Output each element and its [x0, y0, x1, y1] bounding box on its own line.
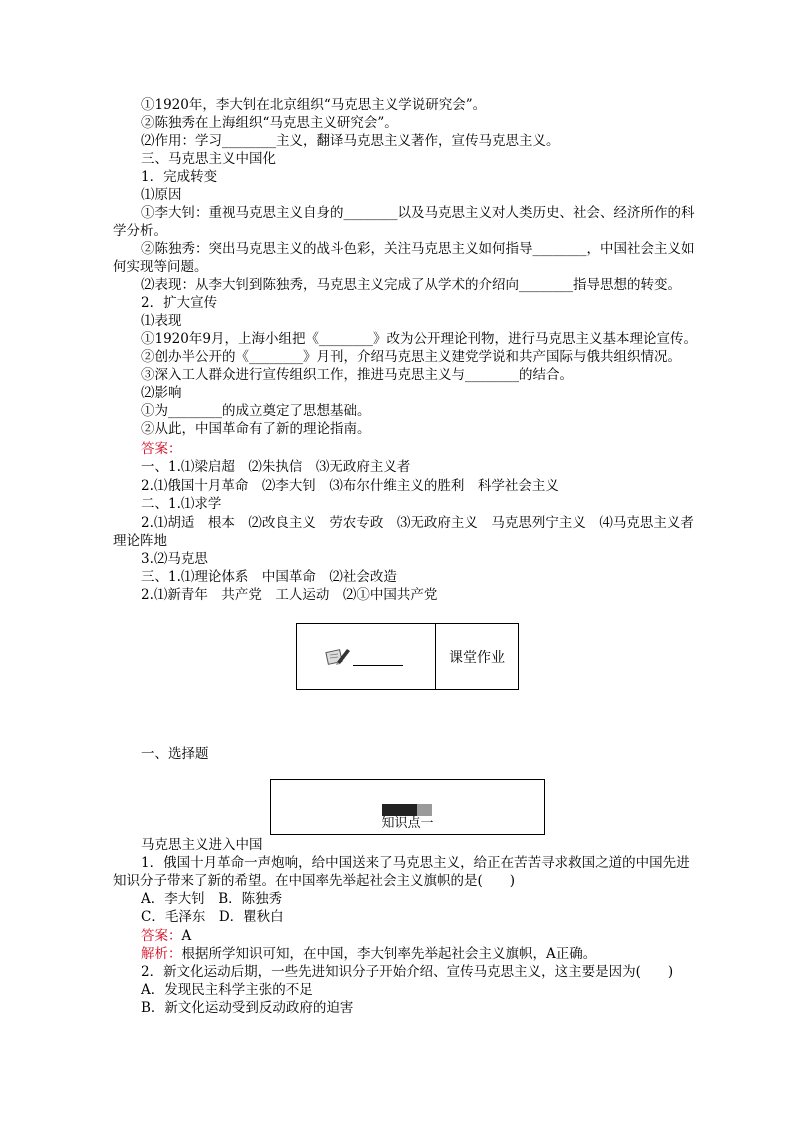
- text-paragraph: ②陈独秀：突出马克思主义的战斗色彩，关注马克思主义如何指导________，中国社会主义如何实现等问题。: [113, 241, 695, 275]
- section-heading: 三、马克思主义中国化: [141, 151, 276, 167]
- question-options: C．毛泽东 D．瞿秋白: [141, 909, 284, 925]
- homework-banner: [296, 623, 519, 690]
- answer-line: 三、1.⑴理论体系 中国革命 ⑵社会改造: [141, 569, 397, 585]
- answer-line: 一、1.⑴梁启超 ⑵朱执信 ⑶无政府主义者: [141, 459, 411, 475]
- question-option: B．新文化运动受到反动政府的迫害: [141, 1000, 354, 1016]
- text-line: 1．完成转变: [141, 169, 218, 185]
- analysis-line: [141, 945, 596, 963]
- question-option: A．发现民主科学主张的不足: [141, 982, 313, 998]
- answer-line: 2.⑴新青年 共产党 工人运动 ⑵①中国共产党: [141, 587, 438, 603]
- topic-title: 马克思主义进入中国: [141, 837, 263, 853]
- answer-value: A: [181, 928, 192, 944]
- text-line: ①1920年，李大钊在北京组织“马克思主义学说研究会”。: [141, 97, 487, 113]
- section-heading: 一、选择题: [141, 746, 209, 762]
- text-line: 2．扩大宣传: [141, 295, 218, 311]
- answer-line: 2.⑴俄国十月革命 ⑵李大钊 ⑶布尔什维主义的胜利 科学社会主义: [141, 478, 559, 494]
- text-line: ②从此，中国革命有了新的理论指南。: [141, 421, 371, 437]
- text-line: ⑵影响: [141, 385, 182, 401]
- banner-bar: [382, 804, 432, 816]
- text-line: ③深入工人群众进行宣传组织工作，推进马克思主义与________的结合。: [141, 367, 573, 383]
- analysis-label: 解析：: [141, 946, 182, 962]
- banner-underline: [353, 665, 403, 666]
- text-line: ①为________的成立奠定了思想基础。: [141, 403, 371, 419]
- answer-label: 答案：: [141, 441, 182, 457]
- text-line: ⑴原因: [141, 187, 182, 203]
- answer-line: 二、1.⑴求学: [141, 496, 222, 512]
- question-options: A．李大钊 B．陈独秀: [141, 891, 283, 907]
- analysis-text: 根据所学知识可知，在中国，李大钊率先举起社会主义旗帜，A正确。: [181, 946, 597, 962]
- knowledge-point-title: 知识点一: [381, 816, 434, 831]
- text-line: ②创办半公开的《________》月刊，介绍马克思主义建党学说和共产国际与俄共组织情况。: [141, 349, 681, 365]
- pencil-paper-icon: [325, 646, 351, 666]
- answer-label: 答案：: [141, 928, 182, 944]
- answer-paragraph: 2.⑴胡适 根本 ⑵改良主义 劳农专政 ⑶无政府主义 马克思列宁主义 ⑷马克思主义者理论阵地: [113, 515, 694, 549]
- text-line: ①1920年9月，上海小组把《________》改为公开理论刊物，进行马克思主义基本理论宣传。: [141, 331, 697, 347]
- text-line: ⑵表现：从李大钊到陈独秀，马克思主义完成了从学术的介绍向________指导思想的转变。: [141, 277, 681, 293]
- knowledge-point-banner: [270, 779, 545, 835]
- answer-line: [141, 927, 191, 945]
- text-paragraph: ①李大钊：重视马克思主义自身的________以及马克思主义对人类历史、社会、经济所作的科学分析。: [113, 205, 695, 239]
- question-stem: 1．俄国十月革命一声炮响，给中国送来了马克思主义，给正在苦苦寻求救国之道的中国先进知识分子带来了新的希望。在中国率先举起社会主义旗帜的是( ): [113, 855, 690, 889]
- answer-line: 3.⑵马克思: [141, 551, 208, 567]
- text-line: ⑴表现: [141, 313, 182, 329]
- question-stem: 2．新文化运动后期，一些先进知识分子开始介绍、宣传马克思主义，这主要是因为( ): [141, 964, 674, 980]
- text-line: ⑵作用：学习________主义，翻译马克思主义著作，宣传马克思主义。: [141, 133, 560, 149]
- text-line: ②陈独秀在上海组织“马克思主义研究会”。: [141, 115, 398, 131]
- homework-title: 课堂作业: [449, 649, 505, 666]
